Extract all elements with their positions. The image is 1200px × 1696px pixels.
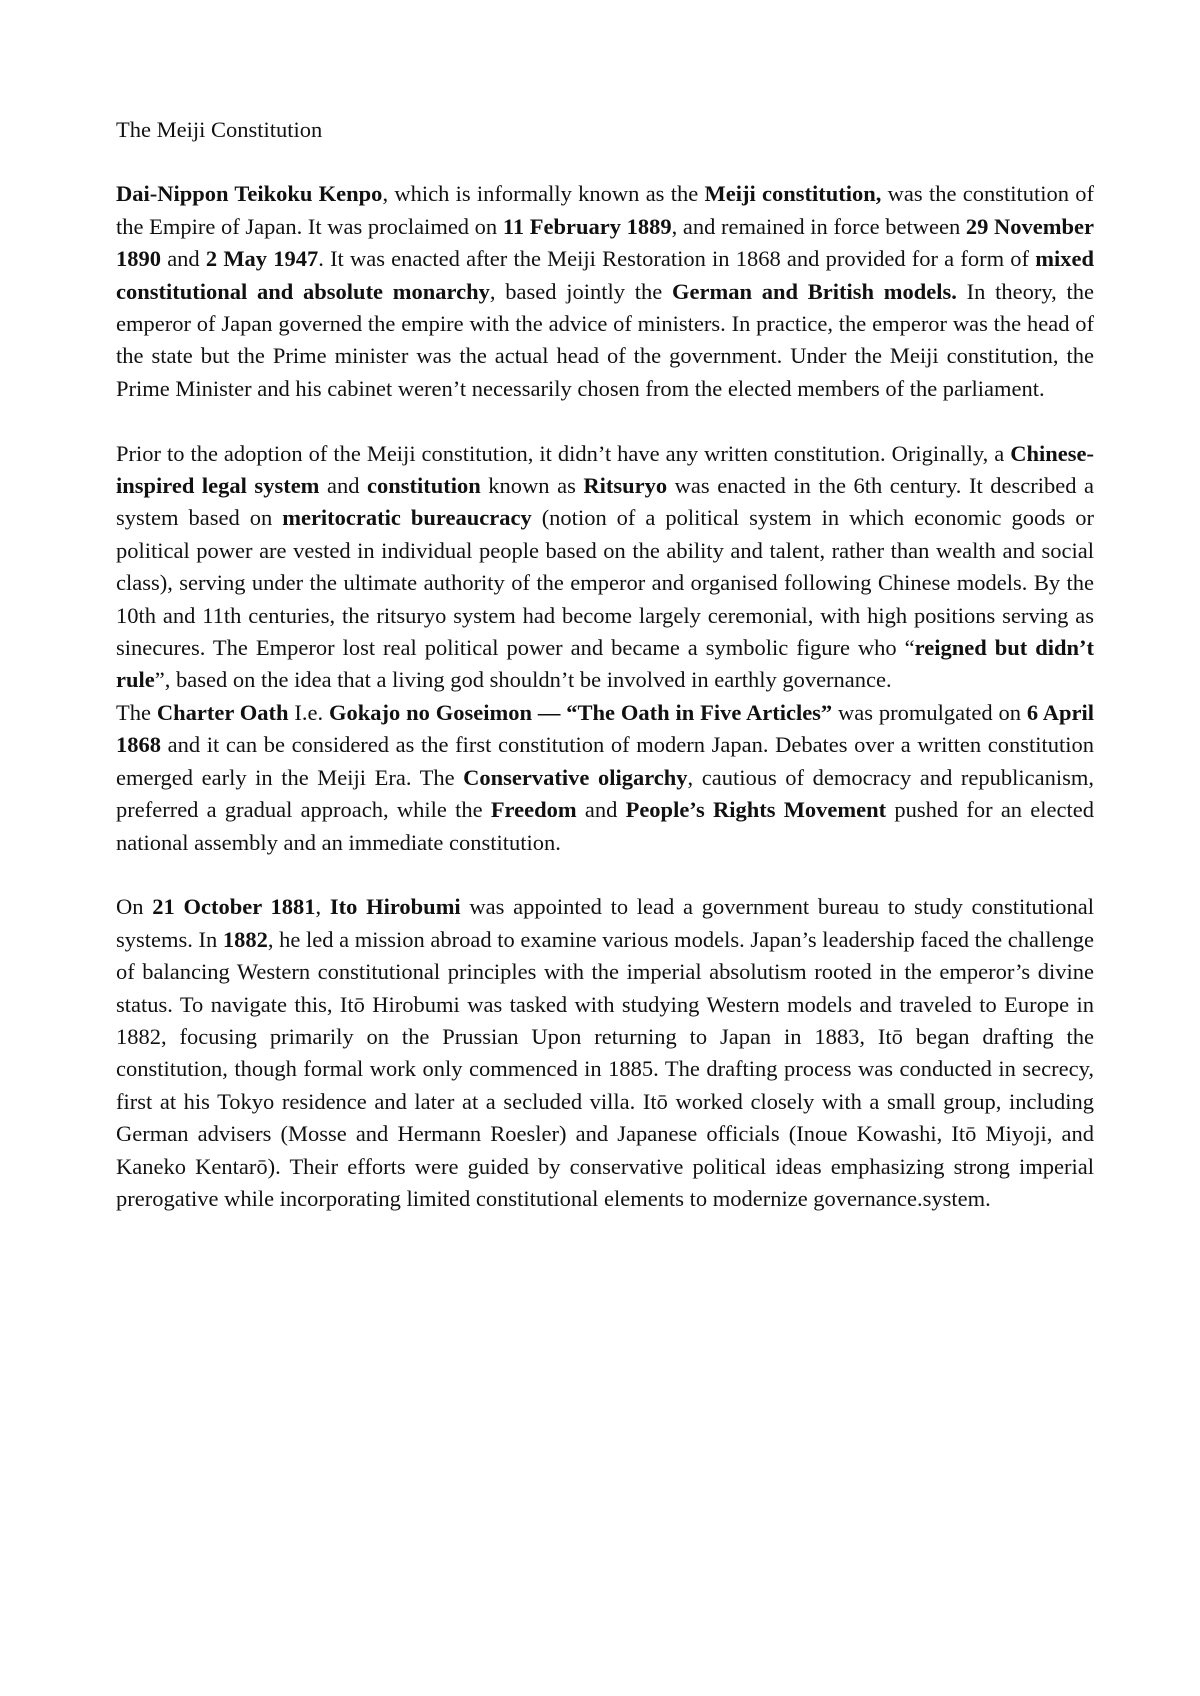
bold-text: Gokajo no Goseimon — “The Oath in Five Articles” [329, 699, 833, 725]
text-run: and [161, 246, 206, 272]
text-run: , cautious of democracy and republicanism, preferred a gradual approach, while the [116, 764, 1094, 823]
bold-text: 6 April 1868 [116, 699, 1094, 758]
bold-text: meritocratic bureaucracy [282, 505, 532, 531]
text-run: . It was enacted after the Meiji Restoration in 1868 and provided for a form of [318, 246, 1036, 272]
bold-text: Meiji constitution, [704, 181, 882, 207]
text-run: , which is informally known as the [382, 181, 705, 207]
bold-text: 1882 [222, 926, 268, 952]
text-run: known as [480, 473, 584, 499]
bold-text: Freedom [490, 797, 577, 823]
bold-text: 2 May 1947 [205, 246, 319, 272]
bold-text: Dai-Nippon Teikoku Kenpo [116, 181, 383, 207]
document-title: The Meiji Constitution [116, 117, 323, 142]
bold-text: reigned but didn’t rule [116, 635, 1094, 693]
text-run: was the constitution of the Empire of Japan. It was proclaimed on [116, 181, 1094, 239]
text-run: was enacted in the 6th century. It described a system based on [116, 473, 1094, 531]
bold-text: Charter Oath [156, 699, 289, 725]
bold-text: People’s Rights Movement [625, 797, 887, 823]
bold-text: Conservative oligarchy [463, 764, 688, 790]
text-run: and it can be considered as the first constitution of modern Japan. Debates over a written constitution emerged early in the Meiji Era. The [116, 732, 1094, 790]
bold-text: Chinese-inspired legal system [116, 440, 1094, 499]
paragraph-4 [116, 891, 1094, 1215]
paragraph-3 [116, 697, 1094, 859]
text-run: , [315, 894, 330, 920]
bold-text: constitution [367, 473, 481, 499]
text-run: (notion of a political system in which economic goods or political power are vested in individual people based on the ability and talent, rather than wealth and social class), serving under the ultimate authority of the emperor and organised following Chinese models. By the 10th and 11th centuries, the ritsuryo system had become largely ceremonial, with high positions serving as sinecures. The Emperor lost real political power and became a symbolic figure who “ [116, 505, 1095, 661]
text-run: was appointed to lead a government bureau to study constitutional systems. In [116, 894, 1095, 952]
bold-text: 29 November 1890 [116, 213, 1094, 272]
bold-text: mixed constitutional and absolute monarchy [116, 246, 1094, 304]
text-run: and [319, 473, 367, 499]
text-run: was promulgated on [832, 699, 1027, 725]
text-run: On [116, 894, 153, 920]
bold-text: German and British models. [671, 278, 957, 304]
text-run: Prior to the adoption of the Meiji constitution, it didn’t have any written constitution. Originally, a [116, 440, 1011, 466]
text-run: The [116, 699, 157, 725]
text-run: In theory, the emperor of Japan governed the empire with the advice of ministers. In practice, the emperor was the head of the state but the Prime minister was the actual head of the government. Under the Meiji constitution, the Prime Minister and his cabinet weren’t necessarily chosen from the elected members of the parliament. [116, 278, 1094, 401]
text-run: and [576, 797, 626, 823]
bold-text: 11 February 1889 [502, 213, 672, 239]
paragraph-2 [116, 438, 1094, 697]
text-run: , he led a mission abroad to examine various models. Japan’s leadership faced the challenge of balancing Western constitutional principles with the imperial absolutism rooted in the emperor’s divine status. To navigate this, Itō Hirobumi was tasked with studying Western models and traveled to Europe in 1882, focusing primarily on the Prussian Upon returning to Japan in 1883, Itō began drafting the constitution, though formal work only commenced in 1885. The drafting process was conducted in secrecy, first at his Tokyo residence and later at a secluded villa. Itō worked closely with a small group, including German advisers (Mosse and Hermann Roesler) and Japanese officials (Inoue Kowashi, Itō Miyoji, and Kaneko Kentarō). Their efforts were guided by conservative political ideas emphasizing strong imperial prerogative while incorporating limited constitutional elements to modernize governance.system. [116, 926, 1095, 1211]
document-page [116, 114, 1094, 1215]
text-run: pushed for an elected national assembly and an immediate constitution. [116, 797, 1094, 855]
bold-text: Ito Hirobumi [329, 894, 461, 920]
text-run: , based jointly the [489, 278, 672, 304]
text-run: ”, based on the idea that a living god shouldn’t be involved in earthly governance. [154, 667, 892, 693]
bold-text: Ritsuryo [583, 473, 668, 499]
text-run: I.e. [288, 699, 330, 725]
paragraph-1 [116, 178, 1094, 405]
text-run: , and remained in force between [671, 213, 966, 239]
bold-text: 21 October 1881 [152, 894, 316, 920]
